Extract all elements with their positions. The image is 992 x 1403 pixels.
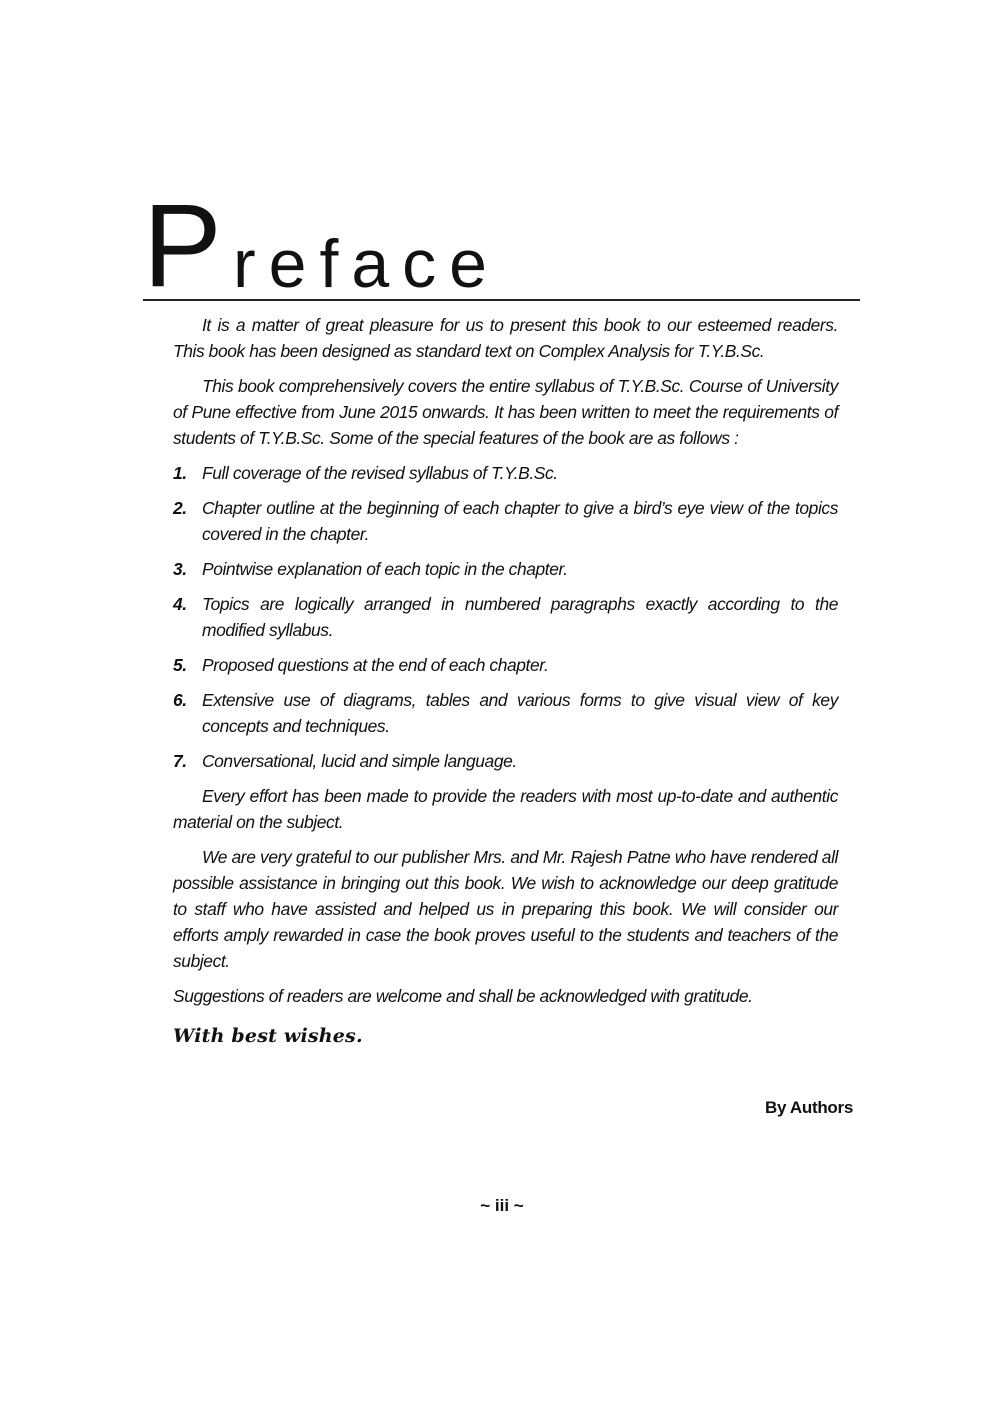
list-item-text: Pointwise explanation of each topic in the chapter. [202,559,568,579]
list-item [173,556,838,582]
features-list [173,460,838,774]
list-item-number: 2. [173,498,187,518]
title-initial: P [143,180,222,312]
list-item-text: Proposed questions at the end of each chapter. [202,655,549,675]
list-item-text: Topics are logically arranged in numbered paragraphs exactly according to the modified syllabus. [202,594,838,640]
title-rest: reface [233,226,500,302]
list-item [173,748,838,774]
list-item [173,495,838,547]
list-item [173,652,838,678]
list-item-text: Full coverage of the revised syllabus of T.Y.B.Sc. [202,463,558,483]
suggestions-paragraph: Suggestions of readers are welcome and shall be acknowledged with gratitude. [173,986,753,1006]
list-item-number: 3. [173,559,187,579]
outro-paragraph-1: Every effort has been made to provide the readers with most up-to-date and authentic material on the subject. [173,786,838,832]
list-item-text: Conversational, lucid and simple language. [202,751,517,771]
list-item-number: 5. [173,655,187,675]
sign-off: With best wishes. [173,1025,363,1047]
outro-paragraph-2: We are very grateful to our publisher Mrs. and Mr. Rajesh Patne who have rendered all possible assistance in bringing out this book. We wish to acknowledge our deep gratitude to staff who have assisted and helped us in preparing this book. We will consider our efforts amply rewarded in case the book proves useful to the students and teachers of the subject. [173,847,838,971]
page-title [143,180,860,312]
list-item [173,460,838,486]
page-number: ~ iii ~ [480,1196,524,1215]
list-item-number: 1. [173,463,187,483]
preface-body [173,312,838,1049]
list-item-number: 4. [173,594,187,614]
list-item-number: 6. [173,690,187,710]
list-item [173,591,838,643]
intro-paragraph-1: It is a matter of great pleasure for us to present this book to our esteemed readers. This book has been designed as standard text on Complex Analysis for T.Y.B.Sc. [173,315,838,361]
intro-paragraph-2: This book comprehensively covers the entire syllabus of T.Y.B.Sc. Course of University of Pune effective from June 2015 onwards. It has been written to meet the requirements of students of T.Y.B.Sc. Some of the special features of the book are as follows : [173,376,838,448]
list-item-number: 7. [173,751,187,771]
list-item [173,687,838,739]
author-credit: By Authors [765,1098,853,1117]
list-item-text: Extensive use of diagrams, tables and various forms to give visual view of key concepts and techniques. [202,690,838,736]
list-item-text: Chapter outline at the beginning of each chapter to give a bird’s eye view of the topics covered in the chapter. [202,498,838,544]
